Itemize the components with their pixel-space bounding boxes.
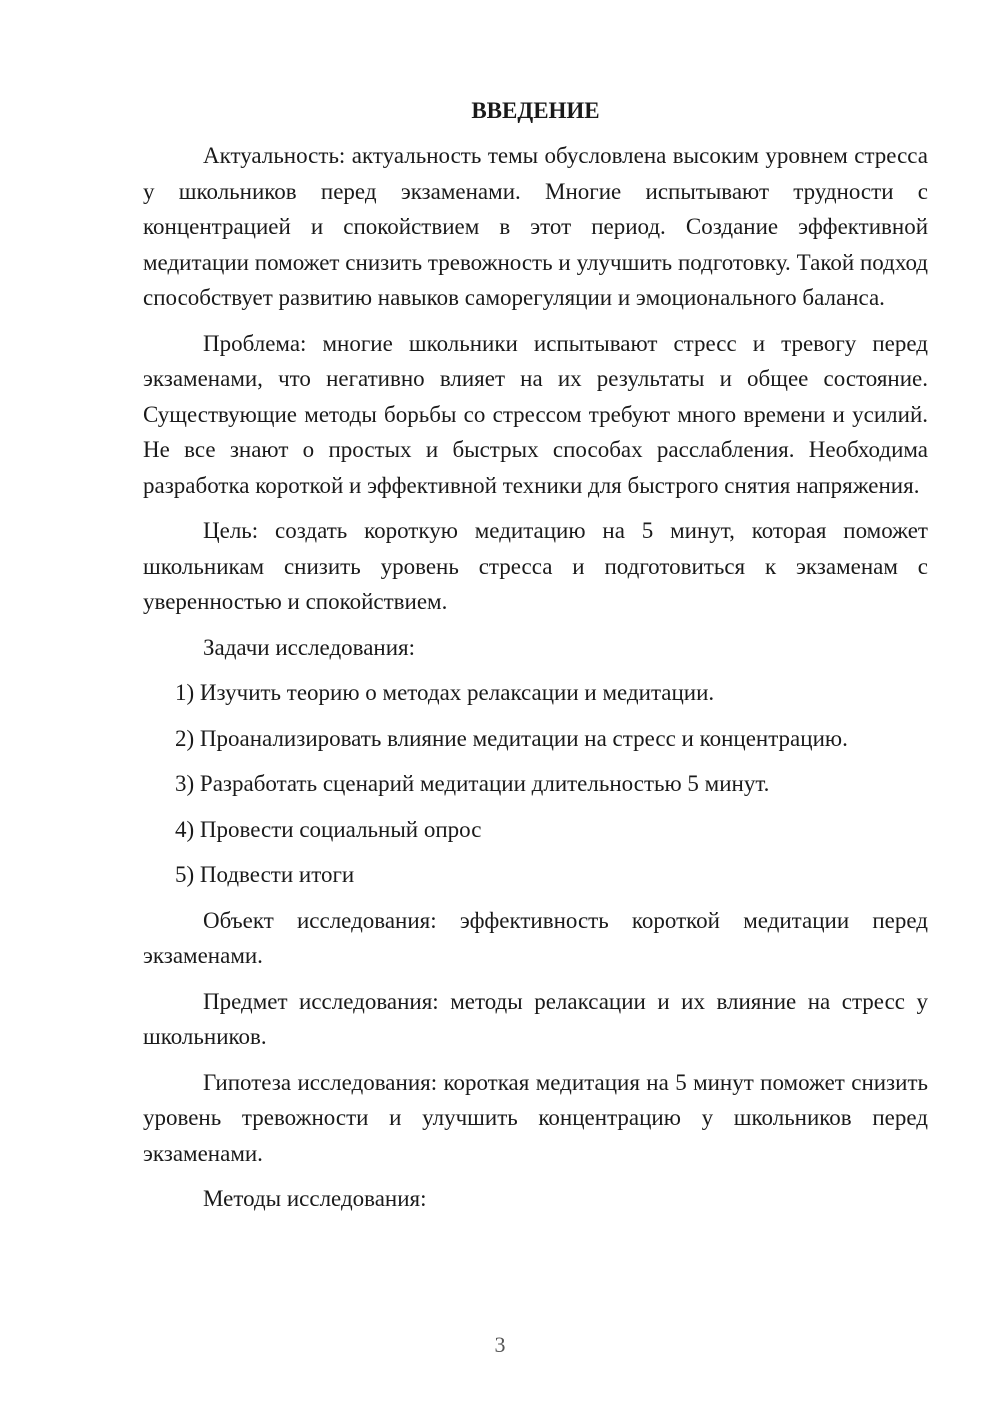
subject-paragraph: Предмет исследования: методы релаксации и их влияние на стресс у школьников. bbox=[143, 988, 928, 1049]
tasks-heading: Задачи исследования: bbox=[203, 634, 416, 660]
problem-paragraph: Проблема: многие школьники испытывают стресс и тревогу перед экзаменами, что негативно влияет на их результаты и общее состояние. Существующие методы борьбы со стрессом требуют много времени и усилий. Не все знают о простых и быстрых способах расслабления. Необходима разработка короткой и эффективной техники для быстрого снятия напряжения. bbox=[143, 330, 928, 498]
methods-heading: Методы исследования: bbox=[203, 1186, 427, 1211]
page-content bbox=[143, 93, 928, 1227]
hypothesis-paragraph: Гипотеза исследования: короткая медитация на 5 минут поможет снизить уровень тревожности и улучшить концентрацию у школьников перед экзаменами. bbox=[143, 1069, 928, 1166]
list-item: 4) Провести социальный опрос bbox=[175, 816, 482, 842]
page-number: 3 bbox=[494, 1332, 506, 1357]
list-item: 2) Проанализировать влияние медитации на стресс и концентрацию. bbox=[175, 725, 848, 751]
list-item: 5) Подвести итоги bbox=[175, 862, 355, 887]
section-title: ВВЕДЕНИЕ bbox=[471, 98, 600, 123]
list-item: 1) Изучить теорию о методах релаксации и медитации. bbox=[175, 680, 715, 705]
goal-paragraph: Цель: создать короткую медитацию на 5 минут, которая поможет школьникам снизить уровень стресса и подготовиться к экзаменам с уверенностью и спокойствием. bbox=[143, 518, 928, 614]
list-item: 3) Разработать сценарий медитации длительностью 5 минут. bbox=[175, 771, 770, 796]
tasks-list bbox=[143, 675, 928, 893]
object-paragraph: Объект исследования: эффективность короткой медитации перед экзаменами. bbox=[143, 907, 928, 968]
relevance-paragraph: Актуальность: актуальность темы обусловлена высоким уровнем стресса у школьников перед экзаменами. Многие испытывают трудности с концентрацией и спокойствием в этот период. Создание эффективной медитации поможет снизить тревожность и улучшить подготовку. Такой подход способствует развитию навыков саморегуляции и эмоционального баланса. bbox=[143, 143, 928, 310]
